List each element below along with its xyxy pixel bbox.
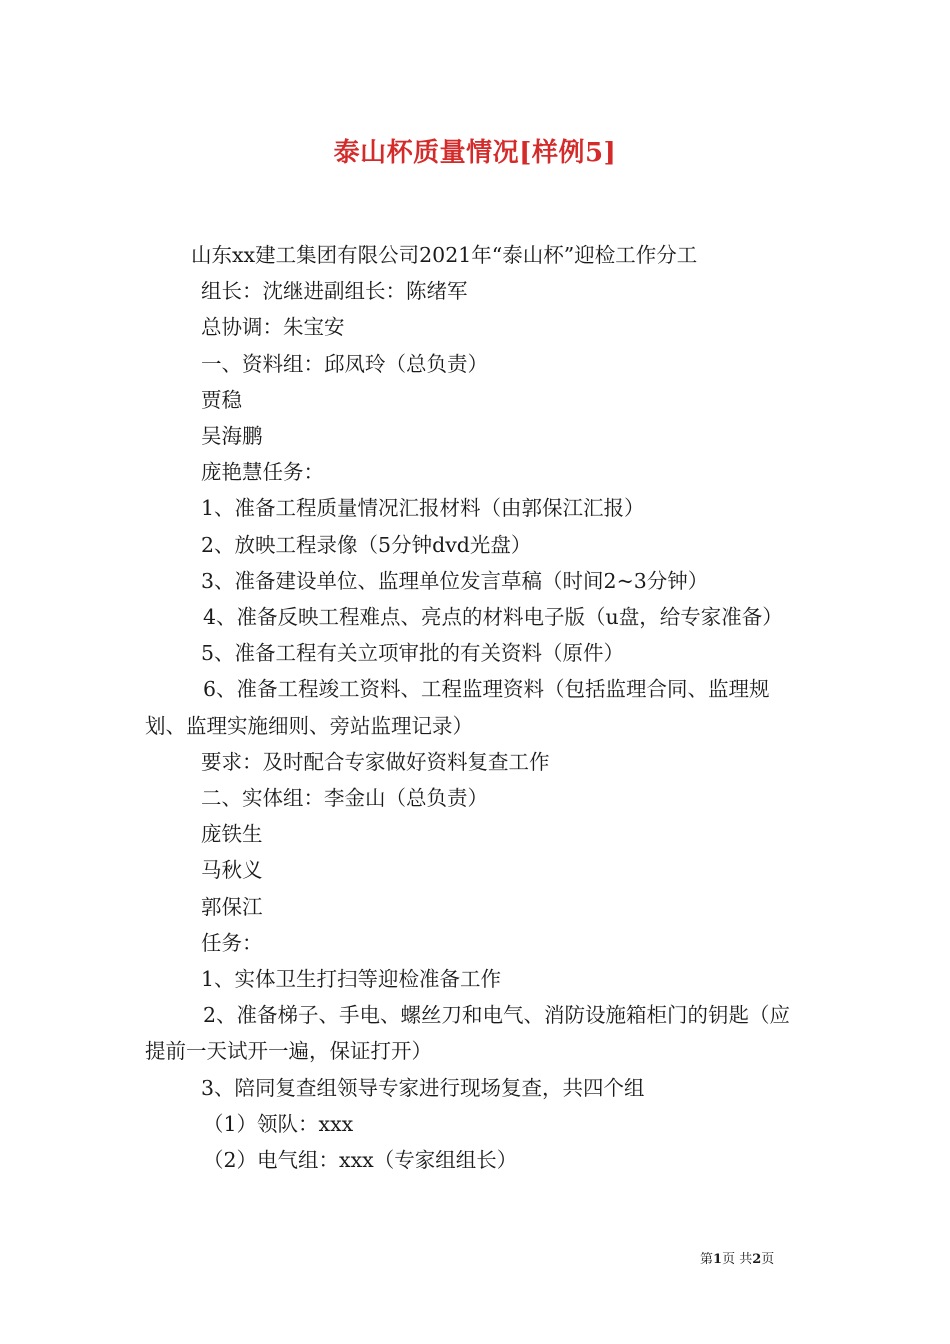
paragraph: 庞艳慧任务： xyxy=(201,460,324,485)
paragraph: 马秋义 xyxy=(201,858,263,883)
paragraph: 庞铁生 xyxy=(201,822,263,847)
paragraph: 任务： xyxy=(201,930,263,955)
footer-total-pages: 2 xyxy=(752,1252,762,1267)
paragraph: 二、实体组：李金山（总负责） xyxy=(201,786,488,811)
page-footer xyxy=(700,1248,774,1267)
document-body xyxy=(145,237,810,1178)
paragraph: 贾稳 xyxy=(201,387,242,412)
paragraph: 4、准备反映工程难点、亮点的材料电子版（u盘，给专家准备） xyxy=(203,605,783,630)
footer-middle: 页 共 xyxy=(722,1252,753,1267)
document-title: 泰山杯质量情况[样例5] xyxy=(333,138,617,168)
paragraph: 3、准备建设单位、监理单位发言草稿（时间2~3分钟） xyxy=(201,568,709,593)
paragraph-heading: 山东xx建工集团有限公司2021年“泰山杯”迎检工作分工 xyxy=(191,243,698,267)
paragraph: 一、资料组：邱凤玲（总负责） xyxy=(201,351,488,376)
paragraph: （1）领队：xxx xyxy=(203,1111,354,1136)
paragraph: （2）电气组：xxx（专家组组长） xyxy=(203,1148,518,1173)
paragraph: 1、准备工程质量情况汇报材料（由郭保江汇报） xyxy=(201,496,645,521)
paragraph: 吴海鹏 xyxy=(201,424,263,449)
paragraph: 3、陪同复查组领导专家进行现场复查，共四个组 xyxy=(201,1075,645,1100)
footer-prefix: 第 xyxy=(700,1252,714,1267)
paragraph: 1、实体卫生打扫等迎检准备工作 xyxy=(201,967,502,992)
paragraph: 组长：沈继进副组长：陈绪军 xyxy=(201,279,468,304)
paragraph: 2、放映工程录像（5分钟dvd光盘） xyxy=(201,532,532,557)
paragraph: 总协调：朱宝安 xyxy=(201,315,345,340)
paragraph: 要求：及时配合专家做好资料复查工作 xyxy=(201,749,550,774)
footer-suffix: 页 xyxy=(761,1252,775,1267)
footer-page-number: 1 xyxy=(713,1252,723,1267)
paragraph: 2、准备梯子、手电、螺丝刀和电气、消防设施箱柜门的钥匙（应提前一天试开一遍，保证打开） xyxy=(145,1003,791,1064)
paragraph: 5、准备工程有关立项审批的有关资料（原件） xyxy=(201,641,625,666)
paragraph: 郭保江 xyxy=(201,894,263,919)
paragraph: 6、准备工程竣工资料、工程监理资料（包括监理合同、监理规划、监理实施细则、旁站监理记录） xyxy=(145,677,770,738)
